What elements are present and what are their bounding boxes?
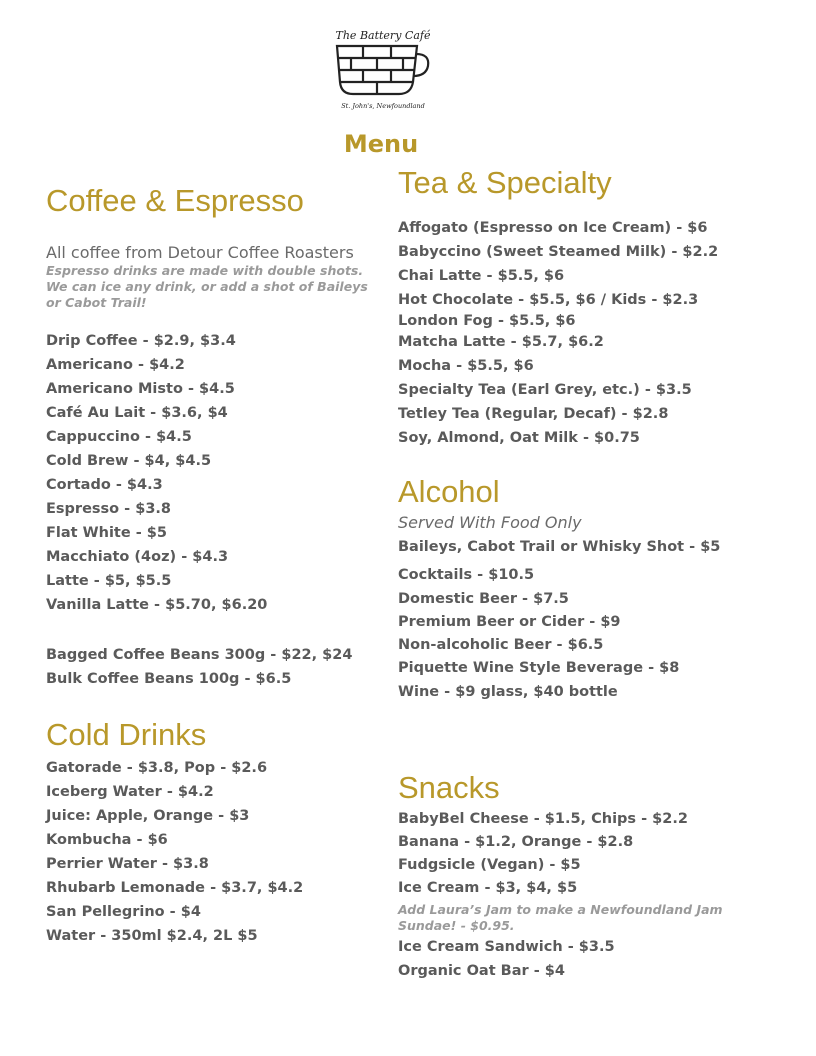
coffee-note: Espresso drinks are made with double shots. We can ice any drink, or add a shot of Baileys or Cabot Trail! bbox=[46, 263, 368, 310]
menu-item: Espresso - $3.8 bbox=[46, 501, 172, 517]
menu-item: Tetley Tea (Regular, Decaf) - $2.8 bbox=[398, 406, 669, 422]
menu-item: Hot Chocolate - $5.5, $6 / Kids - $2.3 bbox=[398, 292, 699, 308]
menu-item: Specialty Tea (Earl Grey, etc.) - $3.5 bbox=[398, 382, 692, 398]
logo-location: St. John's, Newfoundland bbox=[341, 102, 425, 110]
menu-item: Wine - $9 glass, $40 bottle bbox=[398, 684, 618, 700]
alcohol-subline: Served With Food Only bbox=[398, 513, 582, 532]
page-title: Menu bbox=[343, 130, 419, 158]
menu-item: Juice: Apple, Orange - $3 bbox=[46, 808, 250, 824]
menu-item: Banana - $1.2, Orange - $2.8 bbox=[398, 834, 634, 850]
menu-item: Mocha - $5.5, $6 bbox=[398, 358, 534, 374]
menu-item: Perrier Water - $3.8 bbox=[46, 856, 209, 872]
cafe-logo bbox=[333, 28, 433, 112]
menu-item: Americano - $4.2 bbox=[46, 357, 185, 373]
menu-item: Non-alcoholic Beer - $6.5 bbox=[398, 637, 604, 653]
menu-item: Organic Oat Bar - $4 bbox=[398, 963, 565, 979]
menu-item: Piquette Wine Style Beverage - $8 bbox=[398, 660, 680, 676]
menu-item: Ice Cream Sandwich - $3.5 bbox=[398, 939, 615, 955]
logo-name: The Battery Café bbox=[335, 29, 431, 42]
menu-item: Cold Brew - $4, $4.5 bbox=[46, 453, 212, 469]
menu-item: Baileys, Cabot Trail or Whisky Shot - $5 bbox=[398, 539, 721, 555]
tea-heading: Tea & Specialty bbox=[398, 165, 612, 200]
menu-item: Bagged Coffee Beans 300g - $22, $24 bbox=[46, 647, 353, 663]
menu-item: Cappuccino - $4.5 bbox=[46, 429, 192, 445]
snacks-heading: Snacks bbox=[398, 770, 500, 805]
menu-item: Drip Coffee - $2.9, $3.4 bbox=[46, 333, 236, 349]
menu-item: Chai Latte - $5.5, $6 bbox=[398, 268, 565, 284]
menu-item: Kombucha - $6 bbox=[46, 832, 168, 848]
menu-item: Premium Beer or Cider - $9 bbox=[398, 614, 621, 630]
menu-item: London Fog - $5.5, $6 bbox=[398, 313, 576, 329]
menu-item: Gatorade - $3.8, Pop - $2.6 bbox=[46, 760, 268, 776]
menu-item: Cocktails - $10.5 bbox=[398, 567, 535, 583]
menu-item: Iceberg Water - $4.2 bbox=[46, 784, 214, 800]
menu-item: Cortado - $4.3 bbox=[46, 477, 163, 493]
menu-item: BabyBel Cheese - $1.5, Chips - $2.2 bbox=[398, 811, 688, 827]
jam-sundae-note: Add Laura’s Jam to make a Newfoundland Jam Sundae! - $0.95. bbox=[398, 902, 723, 933]
menu-item: Affogato (Espresso on Ice Cream) - $6 bbox=[398, 220, 708, 236]
coffee-roaster-line: All coffee from Detour Coffee Roasters bbox=[46, 243, 354, 262]
menu-item: Water - 350ml $2.4, 2L $5 bbox=[46, 928, 258, 944]
menu-item: Bulk Coffee Beans 100g - $6.5 bbox=[46, 671, 292, 687]
menu-item: Café Au Lait - $3.6, $4 bbox=[46, 405, 228, 421]
menu-item: Fudgsicle (Vegan) - $5 bbox=[398, 857, 581, 873]
menu-item: Americano Misto - $4.5 bbox=[46, 381, 235, 397]
menu-item: Babyccino (Sweet Steamed Milk) - $2.2 bbox=[398, 244, 719, 260]
alcohol-heading: Alcohol bbox=[398, 474, 500, 509]
menu-item: Latte - $5, $5.5 bbox=[46, 573, 172, 589]
cold-drinks-heading: Cold Drinks bbox=[46, 717, 207, 752]
menu-item: Ice Cream - $3, $4, $5 bbox=[398, 880, 578, 896]
menu-item: Vanilla Latte - $5.70, $6.20 bbox=[46, 597, 268, 613]
menu-item: San Pellegrino - $4 bbox=[46, 904, 201, 920]
menu-item: Domestic Beer - $7.5 bbox=[398, 591, 569, 607]
menu-item: Flat White - $5 bbox=[46, 525, 167, 541]
coffee-heading: Coffee & Espresso bbox=[46, 183, 304, 218]
menu-item: Rhubarb Lemonade - $3.7, $4.2 bbox=[46, 880, 304, 896]
menu-item: Soy, Almond, Oat Milk - $0.75 bbox=[398, 430, 640, 446]
menu-item: Matcha Latte - $5.7, $6.2 bbox=[398, 334, 604, 350]
menu-item: Macchiato (4oz) - $4.3 bbox=[46, 549, 229, 565]
